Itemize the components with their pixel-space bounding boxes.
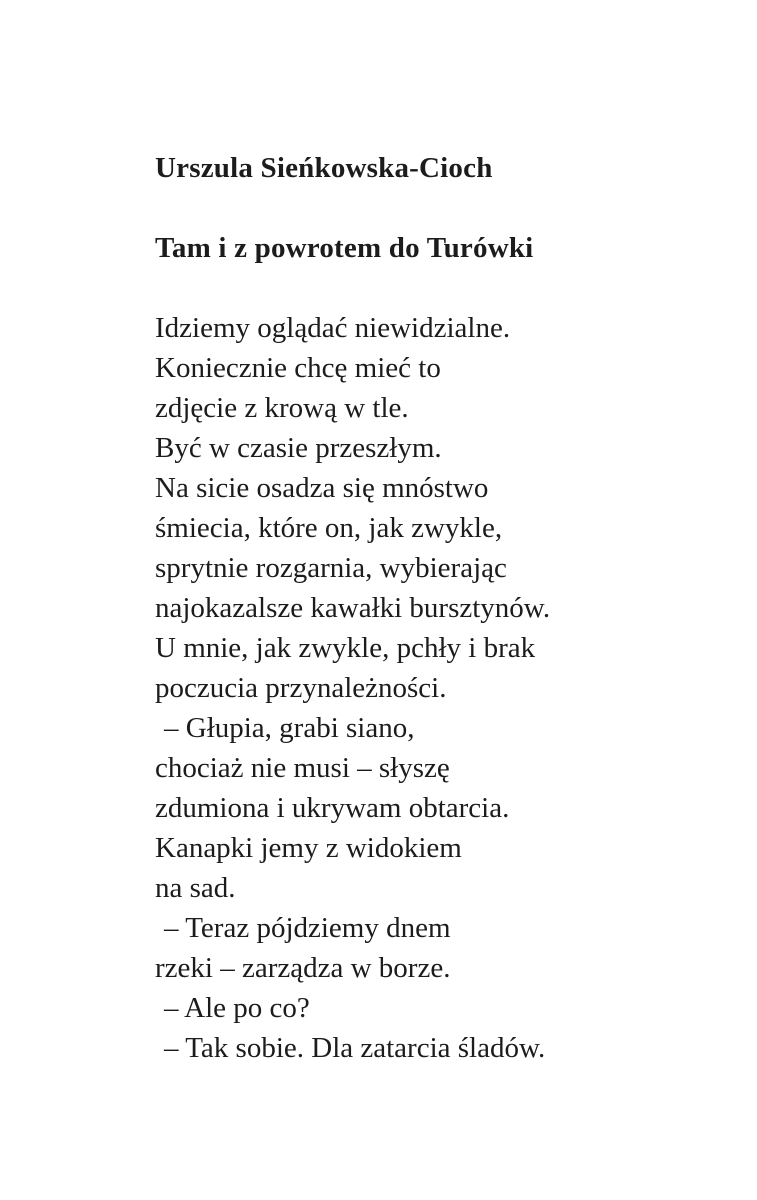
poem-line-dialogue: – Tak sobie. Dla zatarcia śladów. bbox=[164, 1032, 546, 1064]
poem-line: zdjęcie z krową w tle. bbox=[155, 392, 409, 424]
poem-line: poczucia przynależności. bbox=[155, 672, 447, 704]
poem-line: Idziemy oglądać niewidzialne. bbox=[155, 312, 511, 344]
poem-line-dialogue: – Ale po co? bbox=[164, 992, 310, 1024]
poem-line: chociaż nie musi – słyszę bbox=[155, 752, 450, 784]
poem-line: rzeki – zarządza w borze. bbox=[155, 952, 451, 984]
page-content bbox=[155, 148, 697, 1068]
poem-body bbox=[155, 308, 697, 1068]
poem-line: na sad. bbox=[155, 872, 236, 904]
poem-line: śmiecia, które on, jak zwykle, bbox=[155, 512, 503, 544]
poem-line: zdumiona i ukrywam obtarcia. bbox=[155, 792, 510, 824]
poem-line: najokazalsze kawałki bursztynów. bbox=[155, 592, 551, 624]
poem-line: Kanapki jemy z widokiem bbox=[155, 832, 462, 864]
poem-line: sprytnie rozgarnia, wybierając bbox=[155, 552, 507, 584]
poem-line: Koniecznie chcę mieć to bbox=[155, 352, 441, 384]
poem-line: Być w czasie przeszłym. bbox=[155, 432, 442, 464]
author-name: Urszula Sieńkowska-Cioch bbox=[155, 152, 493, 184]
poem-line-dialogue: – Głupia, grabi siano, bbox=[164, 712, 415, 744]
poem-line-dialogue: – Teraz pójdziemy dnem bbox=[164, 912, 451, 944]
poem-line: Na sicie osadza się mnóstwo bbox=[155, 472, 489, 504]
poem-title: Tam i z powrotem do Turówki bbox=[155, 232, 534, 264]
poem-line: U mnie, jak zwykle, pchły i brak bbox=[155, 632, 536, 664]
